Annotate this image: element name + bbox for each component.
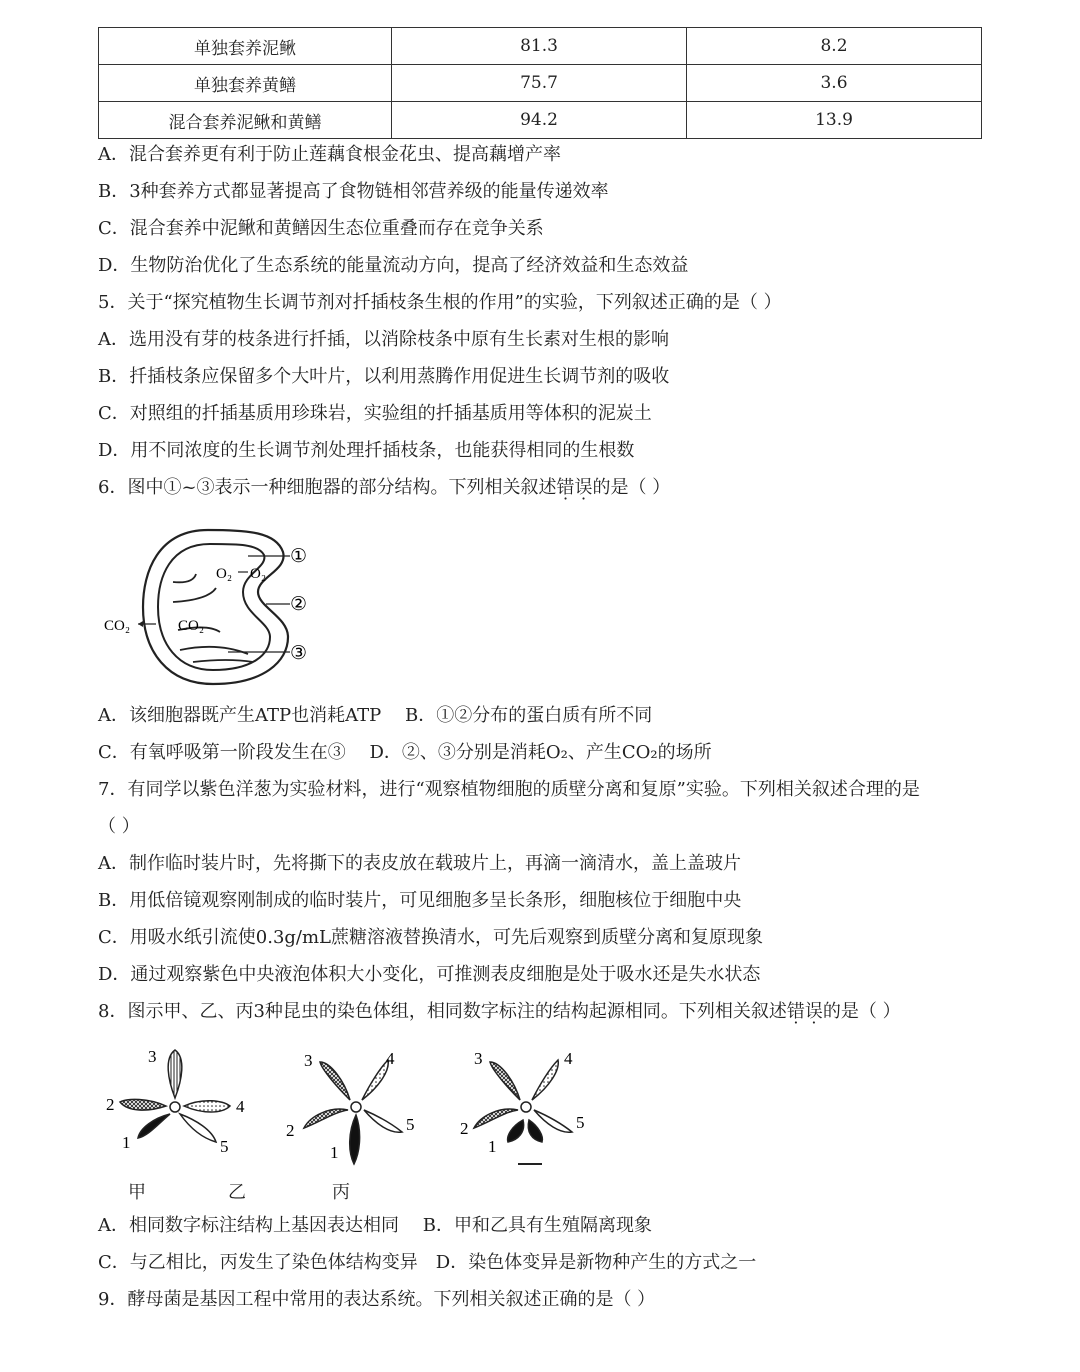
q6-stem	[98, 477, 670, 499]
q4-option-d: D．生物防治优化了生态系统的能量流动方向，提高了经济效益和生态效益	[98, 255, 689, 276]
q5-option-a: A．选用没有芽的枝条进行扦插，以消除枝条中原有生长素对生根的影响	[98, 329, 669, 350]
table-cell: 13.9	[687, 102, 982, 139]
emphasis-char: 误	[804, 1001, 823, 1022]
chromosome-number: 5	[576, 1113, 585, 1132]
q7-option-a: A．制作临时装片时，先将撕下的表皮放在载玻片上，再滴一滴清水，盖上盖玻片	[98, 853, 741, 874]
chromosome-number: 4	[564, 1049, 573, 1068]
emphasis-char: 错	[556, 477, 575, 498]
chromosome-number: 2	[460, 1119, 469, 1138]
q8-options-cd: C．与乙相比，丙发生了染色体结构变异 D．染色体变异是新物种产生的方式之一	[98, 1252, 757, 1273]
q8-options-ab: A．相同数字标注结构上基因表达相同 B．甲和乙具有生殖隔离现象	[98, 1215, 652, 1236]
q8-stem	[98, 1001, 901, 1023]
data-table	[98, 27, 982, 139]
q6-stem-text: 6．图中①~③表示一种细胞器的部分结构。下列相关叙述	[98, 477, 557, 498]
co2-label: CO₂	[104, 618, 131, 634]
table-cell: 单独套养黄鳝	[99, 65, 392, 102]
table-row	[99, 102, 982, 139]
table-row	[99, 65, 982, 102]
q7-stem-cont: （ ）	[98, 816, 140, 837]
q9-stem: 9．酵母菌是基因工程中常用的表达系统。下列相关叙述正确的是（ ）	[98, 1289, 656, 1310]
table-cell: 8.2	[687, 28, 982, 65]
q8-stem-text: 8．图示甲、乙、丙3种昆虫的染色体组，相同数字标注的结构起源相同。下列相关叙述	[98, 1001, 787, 1022]
chromosome-number: 4	[236, 1097, 245, 1116]
q6-options-ab: A．该细胞器既产生ATP也消耗ATP B．①②分布的蛋白质有所不同	[98, 705, 653, 726]
marker-1: ①	[290, 546, 308, 567]
q7-option-d: D．通过观察紫色中央液泡体积大小变化，可推测表皮细胞是处于吸水还是失水状态	[98, 964, 761, 985]
chromosome-number: 2	[286, 1121, 295, 1140]
table-cell: 94.2	[392, 102, 687, 139]
q8-stem-tail: 的是（ ）	[822, 1001, 901, 1022]
table-cell: 3.6	[687, 65, 982, 102]
q5-stem: 5．关于“探究植物生长调节剂对扦插枝条生根的作用”的实验，下列叙述正确的是（ ）	[98, 292, 782, 313]
q4-option-b: B．3种套养方式都显著提高了食物链相邻营养级的能量传递效率	[98, 181, 609, 202]
table-cell: 81.3	[392, 28, 687, 65]
q4-option-c: C．混合套养中泥鳅和黄鳝因生态位重叠而存在竞争关系	[98, 218, 544, 239]
chromosome-number: 5	[220, 1137, 229, 1156]
co2-label: CO₂	[178, 618, 205, 634]
table-row	[99, 28, 982, 65]
q6-options-cd: C．有氧呼吸第一阶段发生在③ D．②、③分别是消耗O₂、产生CO₂的场所	[98, 742, 712, 763]
chromosome-diagram	[98, 1040, 618, 1170]
chromosome-number: 5	[406, 1115, 415, 1134]
chromosome-set-jia	[106, 1047, 245, 1156]
emphasis-char: 错	[786, 1001, 805, 1022]
chromosome-number: 1	[488, 1137, 497, 1156]
table-cell: 单独套养泥鳅	[99, 28, 392, 65]
q5-option-b: B．扦插枝条应保留多个大叶片，以利用蒸腾作用促进生长调节剂的吸收	[98, 366, 670, 387]
emphasis-char: 误	[574, 477, 593, 498]
chromosome-number: 4	[386, 1049, 395, 1068]
table-cell: 混合套养泥鳅和黄鳝	[99, 102, 392, 139]
chromosome-number: 1	[122, 1133, 131, 1152]
o2-label: O₂	[216, 566, 233, 582]
label-jia: 甲	[128, 1182, 146, 1203]
chromosome-number: 2	[106, 1095, 115, 1114]
marker-2: ②	[290, 594, 308, 615]
label-yi: 乙	[228, 1182, 246, 1203]
table-cell: 75.7	[392, 65, 687, 102]
chromosome-set-yi	[286, 1049, 415, 1164]
marker-3: ③	[290, 643, 308, 664]
chromosome-number: 1	[330, 1143, 339, 1162]
mitochondrion-diagram	[98, 522, 328, 694]
o2-label: O₂	[250, 566, 267, 582]
q7-option-b: B．用低倍镜观察刚制成的临时装片，可见细胞多呈长条形，细胞核位于细胞中央	[98, 890, 742, 911]
q4-option-a: A．混合套养更有利于防止莲藕食根金花虫、提高藕增产率	[98, 144, 561, 165]
label-bing: 丙	[332, 1182, 350, 1203]
q5-option-d: D．用不同浓度的生长调节剂处理扦插枝条，也能获得相同的生根数	[98, 440, 635, 461]
chromosome-number: 3	[474, 1049, 483, 1068]
chromosome-number: 3	[148, 1047, 157, 1066]
chromosome-number: 3	[304, 1051, 313, 1070]
q7-option-c: C．用吸水纸引流使0.3g/mL蔗糖溶液替换清水，可先后观察到质壁分离和复原现象	[98, 927, 764, 948]
q6-stem-tail: 的是（ ）	[592, 477, 671, 498]
chromosome-set-bing	[460, 1049, 585, 1164]
q7-stem: 7．有同学以紫色洋葱为实验材料，进行“观察植物细胞的质壁分离和复原”实验。下列相关叙述合理的是	[98, 779, 920, 800]
q5-option-c: C．对照组的扦插基质用珍珠岩，实验组的扦插基质用等体积的泥炭土	[98, 403, 652, 424]
